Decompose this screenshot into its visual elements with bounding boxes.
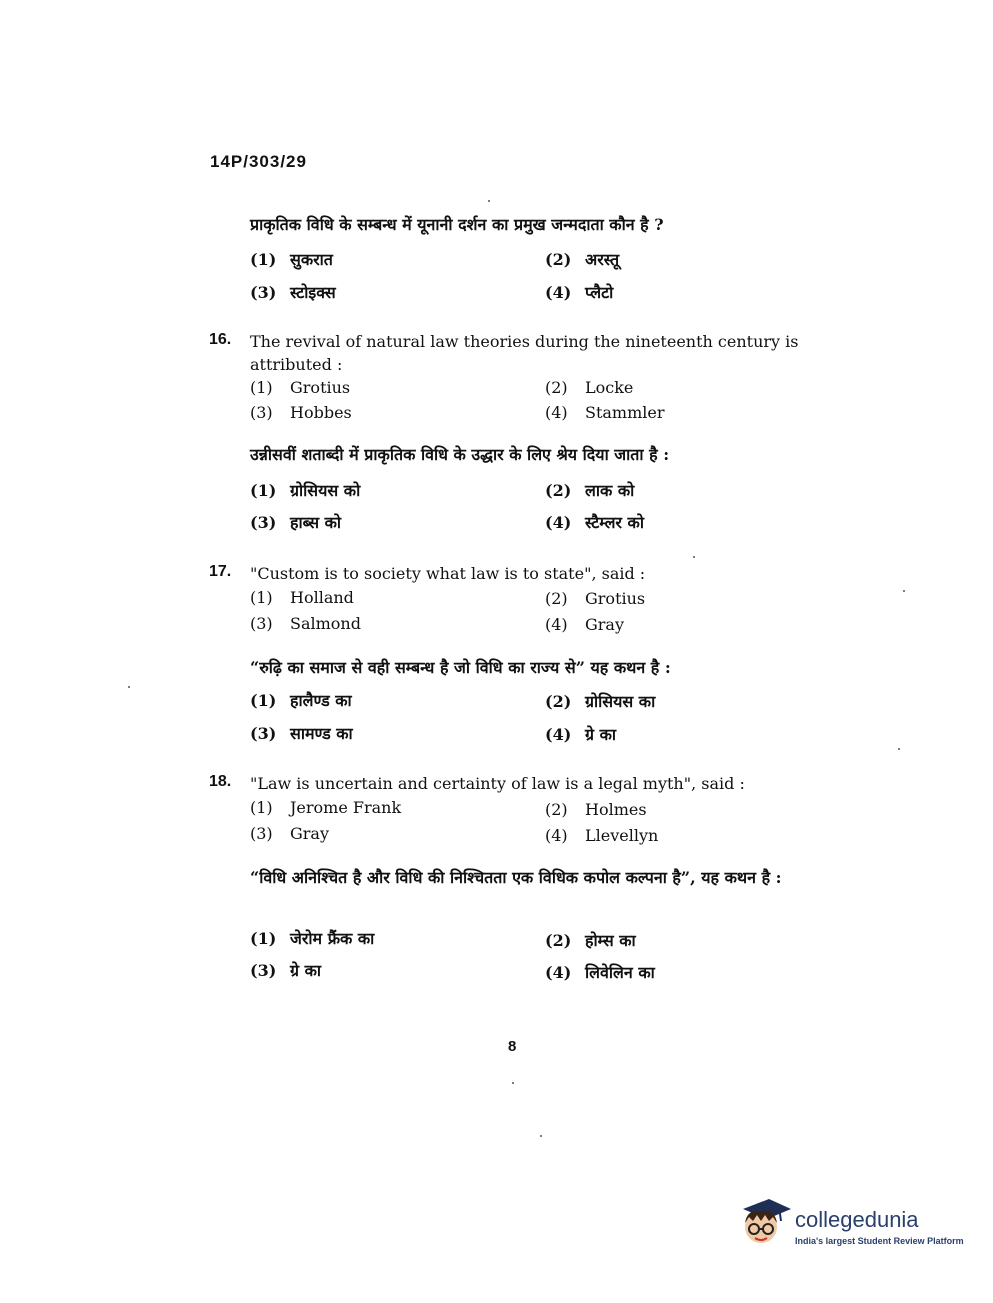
q17-option-1: (1) Holland [250, 588, 354, 607]
q16-option-4: (4) Stammler [545, 403, 665, 422]
scan-speck [488, 200, 490, 202]
q17-number: 17. [209, 563, 232, 580]
q16-stem: The revival of natural law theories during the nineteenth century is attributed : [250, 332, 799, 374]
q18-stem-hindi: “विधि अनिश्चित है और विधि की निश्चितता एक विधिक कपोल कल्पना है”, यह कथन है : [250, 868, 782, 887]
q17-option-3: (3) Salmond [250, 614, 361, 633]
q18-option-2: (2) Holmes [545, 800, 647, 819]
q17-option-1-hindi: (1) हालैण्ड का [250, 691, 352, 710]
q18-stem: "Law is uncertain and certainty of law is a legal myth", said : [250, 774, 745, 793]
collegedunia-watermark [735, 1195, 965, 1255]
q18-option-3: (3) Gray [250, 824, 330, 843]
page-number: 8 [508, 1038, 517, 1055]
q16-option-1: (1) Grotius [250, 378, 351, 397]
q16-number: 16. [209, 331, 232, 348]
scan-speck [128, 686, 130, 688]
q17-stem-hindi: “रुढ़ि का समाज से वही सम्बन्ध है जो विधि का राज्य से” यह कथन है : [250, 658, 671, 677]
q18-option-2-hindi: (2) होम्स का [545, 931, 636, 950]
q15-option-3-hindi: (3) स्टोइक्स [250, 283, 336, 302]
brand-name: collegedunia [795, 1207, 919, 1232]
q18-option-4: (4) Llevellyn [545, 826, 659, 845]
q16-option-3-hindi: (3) हाब्स को [250, 513, 342, 532]
q17-option-4: (4) Gray [545, 615, 625, 634]
q15-option-2-hindi: (2) अरस्तू [545, 250, 620, 269]
q17-option-2: (2) Grotius [545, 589, 646, 608]
q16-option-1-hindi: (1) ग्रोसियस को [250, 481, 361, 500]
q15-option-1-hindi: (1) सुकरात [250, 250, 333, 269]
q16-option-4-hindi: (4) स्टैम्लर को [545, 513, 644, 532]
q16-option-3: (3) Hobbes [250, 403, 352, 422]
scan-speck [693, 556, 695, 558]
q18-option-4-hindi: (4) लिवेलिन का [545, 963, 655, 982]
q18-option-1: (1) Jerome Frank [250, 798, 402, 817]
q15-option-4-hindi: (4) प्लैटो [545, 283, 614, 302]
q17-option-3-hindi: (3) सामण्ड का [250, 724, 353, 743]
q17-option-2-hindi: (2) ग्रोसियस का [545, 692, 656, 711]
q17-stem: "Custom is to society what law is to state", said : [250, 564, 646, 583]
collegedunia-logo-icon [735, 1195, 791, 1251]
scan-speck [898, 748, 900, 750]
brand-tagline: India's largest Student Review Platform [795, 1236, 964, 1246]
scan-speck [540, 1135, 542, 1137]
q15-stem-hindi: प्राकृतिक विधि के सम्बन्ध में यूनानी दर्शन का प्रमुख जन्मदाता कौन है ? [250, 215, 664, 234]
scan-speck [512, 1082, 514, 1084]
q18-option-1-hindi: (1) जेरोम फ्रैंक का [250, 929, 375, 948]
q17-option-4-hindi: (4) ग्रे का [545, 725, 617, 744]
q18-option-3-hindi: (3) ग्रे का [250, 961, 322, 980]
q16-option-2-hindi: (2) लाक को [545, 481, 635, 500]
q18-number: 18. [209, 773, 232, 790]
q16-option-2: (2) Locke [545, 378, 634, 397]
page-code: 14P/303/29 [210, 152, 307, 171]
scan-speck [903, 590, 905, 592]
q16-stem-hindi: उन्नीसवीं शताब्दी में प्राकृतिक विधि के उद्धार के लिए श्रेय दिया जाता है : [250, 445, 670, 464]
